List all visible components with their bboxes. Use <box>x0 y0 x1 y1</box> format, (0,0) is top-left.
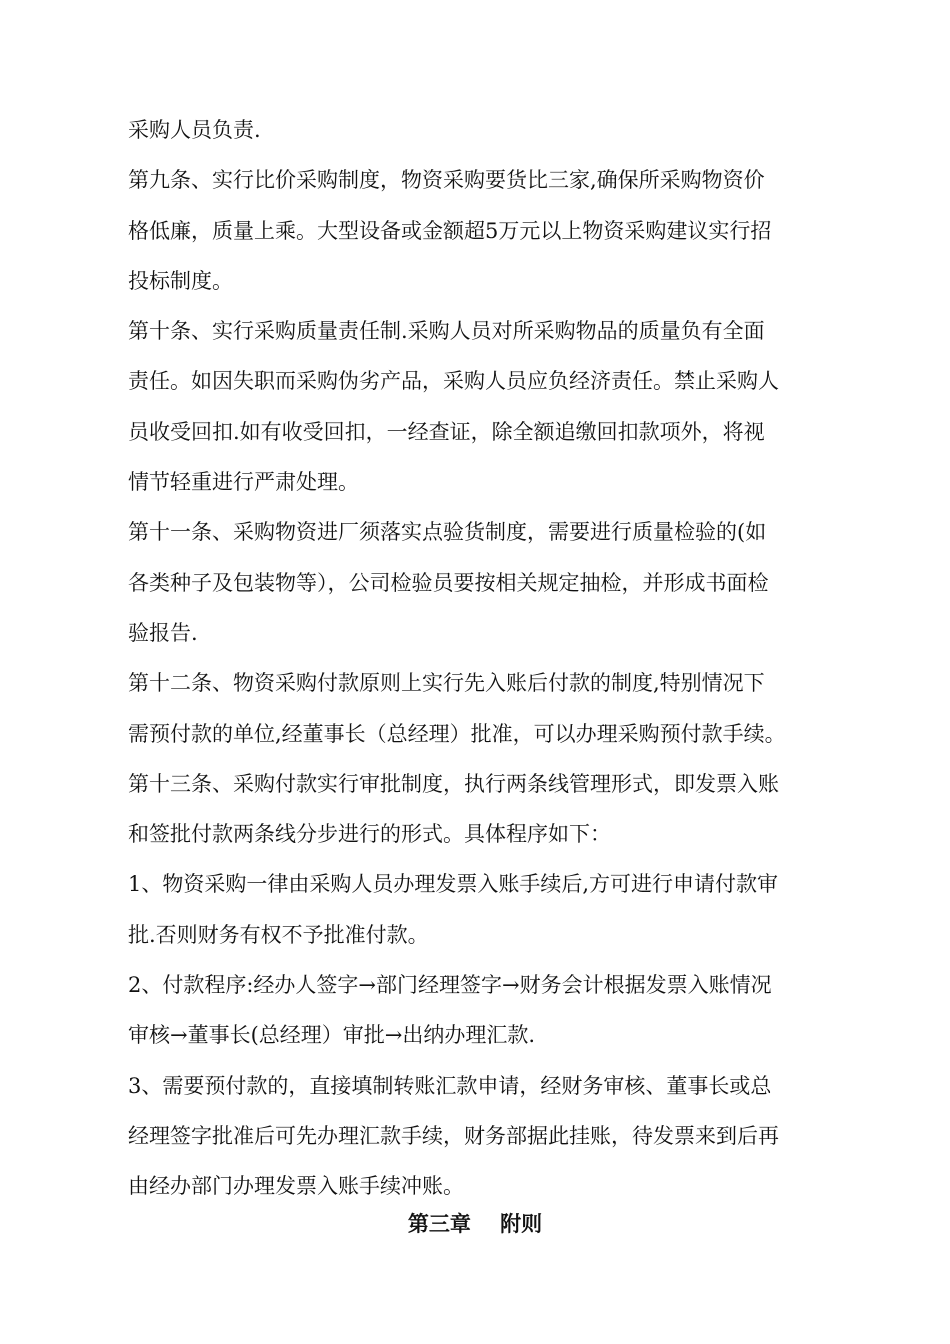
text-line: 第十二条、物资采购付款原则上实行先入账后付款的制度,特别情况下 <box>128 671 765 696</box>
text-line: 3、需要预付款的，直接填制转账汇款申请，经财务审核、董事长或总 <box>128 1073 772 1098</box>
text-line: 批.否则财务有权不予批准付款。 <box>128 922 429 947</box>
chapter-heading: 第三章 附则 <box>407 1212 543 1236</box>
text-line: 投标制度。 <box>128 268 233 293</box>
text-line: 第十一条、采购物资进厂须落实点验货制度，需要进行质量检验的(如 <box>128 520 767 545</box>
text-line: 采购人员负责. <box>128 118 261 142</box>
text-line: 员收受回扣.如有收受回扣，一经查证，除全额追缴回扣款项外，将视 <box>128 419 765 444</box>
text-line: 经理签字批准后可先办理汇款手续，财务部据此挂账，待发票来到后再 <box>128 1123 779 1148</box>
body-text <box>128 112 828 1219</box>
text-line: 验报告. <box>128 620 198 645</box>
text-line: 第十条、实行采购质量责任制.采购人员对所采购物品的质量负有全面 <box>128 319 765 344</box>
text-line: 1、物资采购一律由采购人员办理发票入账手续后,方可进行申请付款审 <box>128 872 779 897</box>
text-line: 各类种子及包装物等），公司检验员要按相关规定抽检，并形成书面检 <box>128 570 769 595</box>
text-line: 由经办部门办理发票入账手续冲账。 <box>128 1174 464 1199</box>
text-line: 和签批付款两条线分步进行的形式。具体程序如下： <box>128 822 611 847</box>
text-line: 2、付款程序:经办人签字→部门经理签字→财务会计根据发票入账情况 <box>128 973 772 998</box>
text-line: 第十三条、采购付款实行审批制度，执行两条线管理形式，即发票入账 <box>128 771 779 796</box>
text-line: 第九条、实行比价采购制度，物资采购要货比三家,确保所采购物资价 <box>128 168 765 193</box>
text-line: 格低廉，质量上乘。大型设备或金额超5万元以上物资采购建议实行招 <box>128 218 772 243</box>
text-line: 审核→董事长(总经理）审批→出纳办理汇款. <box>128 1023 536 1048</box>
text-line: 需预付款的单位,经董事长（总经理）批准，可以办理采购预付款手续。 <box>128 721 786 746</box>
text-line: 情节轻重进行严肃处理。 <box>128 470 359 495</box>
text-line: 责任。如因失职而采购伪劣产品，采购人员应负经济责任。禁止采购人 <box>128 369 779 394</box>
